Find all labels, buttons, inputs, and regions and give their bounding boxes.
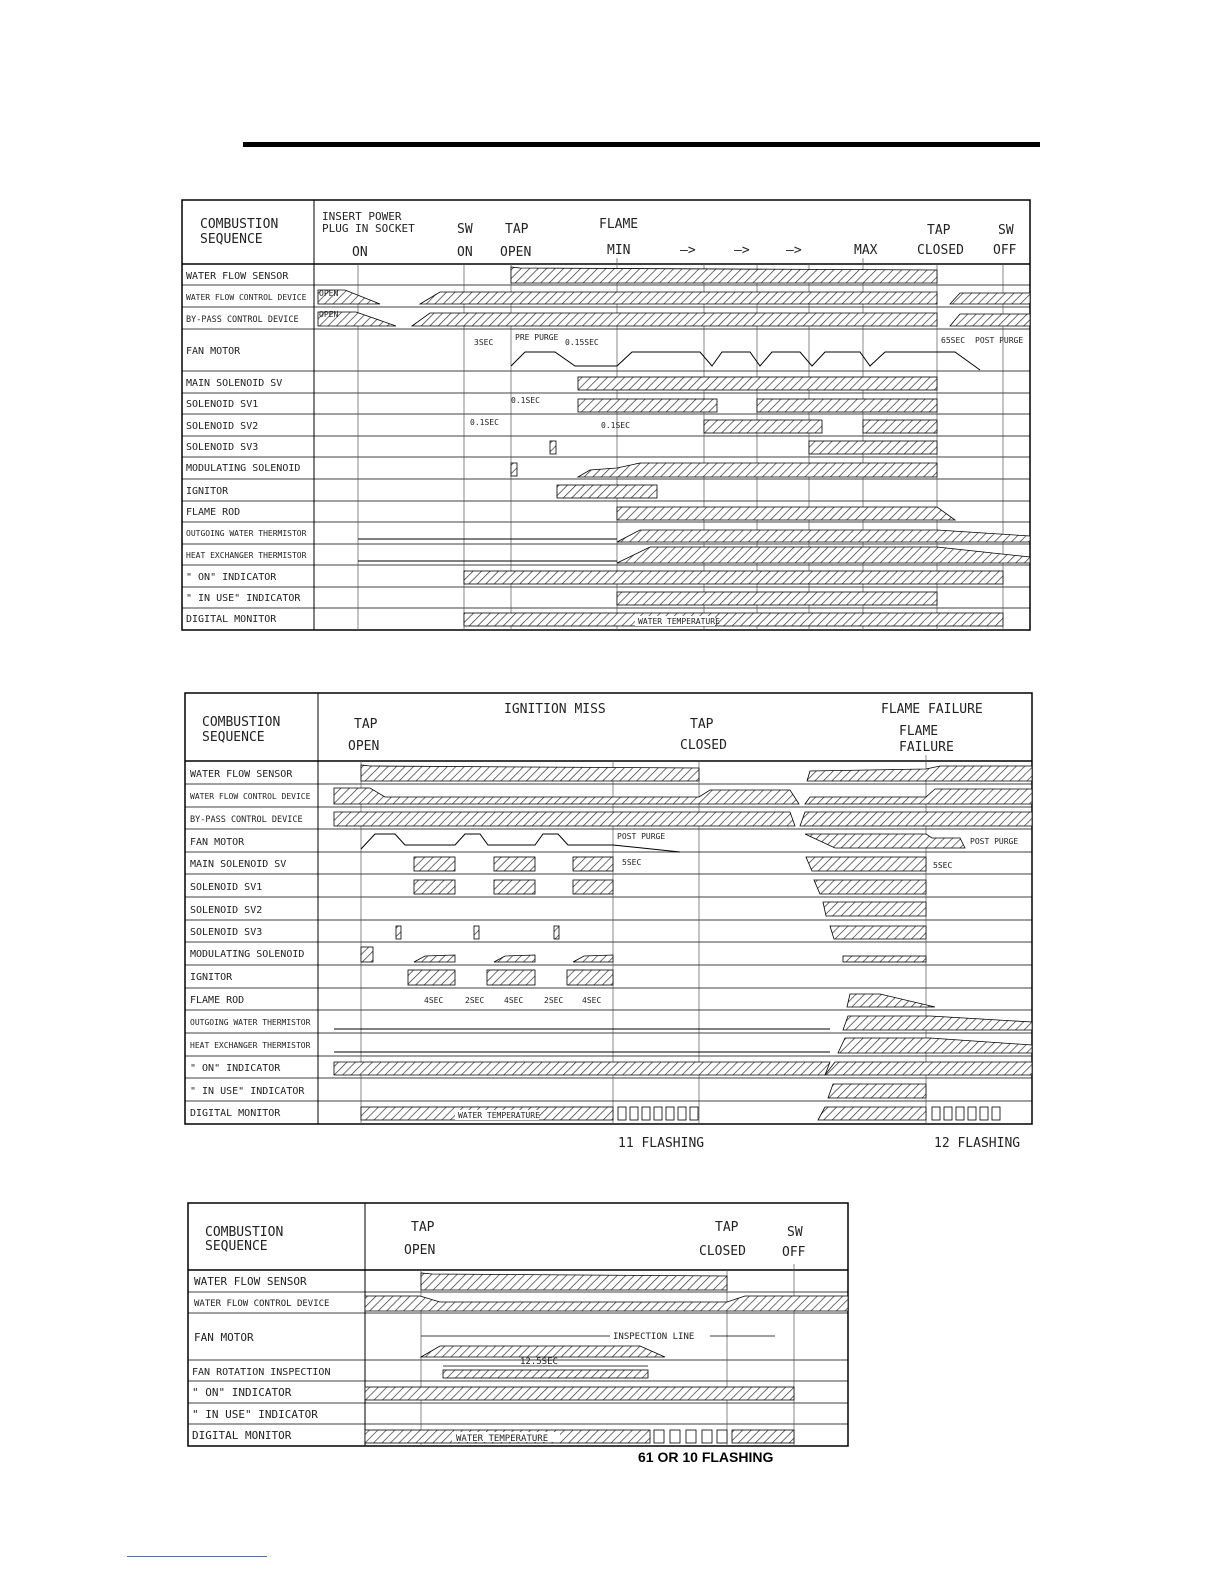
row-label: SOLENOID SV3	[186, 442, 259, 453]
signal-bar	[494, 857, 535, 871]
signal-bar	[806, 857, 926, 871]
signal-bar	[823, 902, 926, 916]
flash-digit	[992, 1107, 1000, 1120]
event-label: SW	[787, 1225, 803, 1240]
signal-bar	[805, 789, 1032, 804]
row-label: OUTGOING WATER THERMISTOR	[186, 529, 307, 538]
row-label: SOLENOID SV2	[186, 421, 259, 432]
event-label: ON	[352, 245, 368, 260]
signal-bar	[464, 613, 1003, 626]
signal-bar	[800, 812, 1032, 826]
signal-bar	[757, 399, 937, 412]
annotation: 12.5SEC	[520, 1357, 558, 1367]
row-label: IGNITOR	[190, 972, 233, 983]
annotation: 65SEC	[941, 336, 966, 345]
flash-digit	[678, 1107, 686, 1120]
annotation: 2SEC	[544, 996, 564, 1005]
row-label: HEAT EXCHANGER THERMISTOR	[190, 1041, 311, 1050]
row-label: HEAT EXCHANGER THERMISTOR	[186, 551, 307, 560]
annotation: 2SEC	[465, 996, 485, 1005]
signal-bar	[567, 970, 613, 985]
annotation: 3SEC	[474, 338, 494, 347]
event-label: TAP	[715, 1220, 739, 1235]
annotation: PRE PURGE	[515, 333, 559, 342]
signal-bar	[554, 926, 559, 939]
signal-bar	[818, 1107, 926, 1120]
signal-bar	[361, 765, 699, 781]
annotation: 0.1SEC	[511, 396, 540, 405]
signal-bar	[494, 955, 535, 962]
signal-bar	[414, 880, 455, 894]
flash-digit	[690, 1107, 698, 1120]
row-label: IGNITOR	[186, 486, 229, 497]
signal-bar	[809, 441, 937, 454]
event-label: CLOSED	[699, 1244, 746, 1259]
signal-bar	[814, 880, 926, 894]
row-label: " IN USE" INDICATOR	[192, 1408, 318, 1421]
row-label: " ON" INDICATOR	[186, 572, 277, 583]
event-label: SW	[998, 223, 1014, 238]
event-label: OPEN	[404, 1243, 436, 1258]
event-label: FLAME	[599, 217, 639, 232]
signal-bar	[396, 926, 401, 939]
signal-bar	[838, 1038, 1032, 1053]
signal-bar	[825, 1062, 1032, 1075]
arrow-icon: —>	[786, 243, 802, 258]
flash-digit	[630, 1107, 638, 1120]
flash-digit	[654, 1430, 664, 1443]
flash-digit	[944, 1107, 952, 1120]
signal-bar	[950, 314, 1030, 326]
event-label: INSERT POWER	[322, 210, 402, 223]
signal-bar	[704, 420, 822, 433]
signal-bar	[573, 880, 613, 894]
annotation: 5SEC	[622, 858, 642, 867]
row-label: SOLENOID SV3	[190, 927, 263, 938]
signal-bar	[464, 571, 1003, 584]
signal-bar	[420, 292, 937, 304]
signal-bar	[617, 547, 1030, 563]
annotation: INSPECTION LINE	[613, 1332, 695, 1342]
row-label: WATER FLOW SENSOR	[194, 1275, 307, 1288]
header-line-2: SEQUENCE	[200, 232, 263, 247]
row-label: BY-PASS CONTROL DEVICE	[186, 315, 299, 325]
row-label: " ON" INDICATOR	[190, 1063, 281, 1074]
row-label: DIGITAL MONITOR	[186, 614, 277, 625]
signal-bar	[830, 926, 926, 939]
header-line-2: SEQUENCE	[205, 1239, 268, 1254]
signal-bar	[950, 293, 1030, 304]
row-label: WATER FLOW CONTROL DEVICE	[190, 792, 311, 801]
footnote: 12 FLASHING	[934, 1136, 1021, 1151]
arrow-icon: —>	[734, 243, 750, 258]
signal-bar	[474, 926, 479, 939]
event-label: CLOSED	[917, 243, 964, 258]
header-line-2: SEQUENCE	[202, 730, 265, 745]
annotation: 4SEC	[582, 996, 602, 1005]
row-label: " ON" INDICATOR	[192, 1386, 292, 1399]
event-label: TAP	[690, 717, 714, 732]
row-label: SOLENOID SV1	[190, 882, 263, 893]
diagram-fan-rotation-inspection	[188, 1203, 848, 1465]
signal-bar	[573, 955, 613, 962]
signal-bar	[573, 857, 613, 871]
signal-bar	[843, 1016, 1032, 1030]
signal-bar	[843, 956, 926, 962]
arrow-icon: —>	[680, 243, 696, 258]
event-label: MIN	[607, 243, 631, 258]
event-label: CLOSED	[680, 738, 727, 753]
event-label: OFF	[782, 1245, 806, 1260]
annotation: 0.15SEC	[565, 338, 599, 347]
diagram-normal-operation	[182, 200, 1030, 630]
flash-digit	[956, 1107, 964, 1120]
row-label: MODULATING SOLENOID	[190, 949, 305, 960]
event-label: FAILURE	[899, 740, 954, 755]
annotation: 4SEC	[504, 996, 524, 1005]
flash-digit	[980, 1107, 988, 1120]
row-label: MAIN SOLENOID SV	[190, 859, 287, 870]
header-line-1: COMBUSTION	[200, 217, 279, 232]
row-label: BY-PASS CONTROL DEVICE	[190, 815, 303, 825]
signal-bar	[414, 955, 455, 962]
row-label: MODULATING SOLENOID	[186, 463, 301, 474]
event-label: PLUG IN SOCKET	[322, 222, 415, 235]
flash-digit	[618, 1107, 626, 1120]
annotation: 0.1SEC	[470, 418, 499, 427]
event-label: OPEN	[348, 739, 380, 754]
event-label: ON	[457, 245, 473, 260]
row-label: FAN MOTOR	[186, 346, 241, 357]
row-label: FLAME ROD	[186, 507, 241, 518]
annotation: 5SEC	[933, 861, 953, 870]
row-label: FAN ROTATION INSPECTION	[192, 1367, 331, 1378]
signal-bar	[421, 1346, 665, 1357]
signal-bar	[334, 788, 799, 804]
row-label: SOLENOID SV1	[186, 399, 259, 410]
fan-motor-trace	[511, 352, 980, 370]
annotation: POST PURGE	[617, 832, 666, 841]
signal-bar	[365, 1387, 794, 1400]
event-label: FLAME	[899, 724, 939, 739]
row-label: WATER FLOW SENSOR	[190, 769, 293, 780]
event-label: SW	[457, 222, 473, 237]
signal-bar	[511, 463, 517, 476]
signal-bar	[361, 947, 373, 962]
event-label: TAP	[354, 717, 378, 732]
footer-link-rule	[127, 1556, 267, 1557]
signal-bar	[487, 970, 535, 985]
signal-bar	[557, 485, 657, 498]
flash-digit	[642, 1107, 650, 1120]
signal-bar	[334, 812, 795, 826]
row-label: MAIN SOLENOID SV	[186, 378, 283, 389]
flash-digit	[686, 1430, 696, 1443]
signal-bar	[334, 1062, 830, 1075]
row-label: WATER FLOW CONTROL DEVICE	[194, 1299, 330, 1309]
signal-bar	[807, 766, 1032, 781]
signal-bar	[578, 377, 937, 390]
flash-digit	[717, 1430, 727, 1443]
signal-bar	[578, 463, 937, 477]
signal-bar	[511, 267, 937, 283]
signal-bar	[578, 399, 717, 412]
signal-bar	[617, 592, 937, 605]
annotation: WATER TEMPERATURE	[458, 1111, 540, 1120]
annotation: WATER TEMPERATURE	[638, 617, 720, 626]
event-label: TAP	[411, 1220, 435, 1235]
row-label: FAN MOTOR	[194, 1331, 254, 1344]
annotation: POST PURGE	[975, 336, 1024, 345]
event-label: TAP	[927, 223, 951, 238]
signal-bar	[863, 420, 937, 433]
row-label: SOLENOID SV2	[190, 905, 263, 916]
row-label: " IN USE" INDICATOR	[186, 593, 301, 604]
signal-bar	[412, 313, 937, 326]
row-label: WATER FLOW SENSOR	[186, 271, 289, 282]
signal-bar	[494, 880, 535, 894]
signal-bar	[408, 970, 455, 985]
event-label: OPEN	[500, 245, 532, 260]
signal-bar	[365, 1296, 848, 1311]
event-label: TAP	[505, 222, 529, 237]
signal-bar	[617, 530, 1030, 542]
flash-digit	[702, 1430, 712, 1443]
row-label: FAN MOTOR	[190, 837, 245, 848]
signal-bar	[617, 507, 955, 520]
header-line-1: COMBUSTION	[205, 1225, 284, 1240]
annotation: OPEN	[319, 289, 339, 298]
event-label: FLAME FAILURE	[881, 702, 983, 717]
row-label: DIGITAL MONITOR	[192, 1429, 292, 1442]
row-label: FLAME ROD	[190, 995, 245, 1006]
annotation: 0.1SEC	[601, 421, 630, 430]
signal-bar	[805, 834, 965, 848]
flash-digit	[666, 1107, 674, 1120]
annotation: 4SEC	[424, 996, 444, 1005]
signal-bar	[828, 1084, 926, 1098]
annotation: WATER TEMPERATURE	[456, 1434, 549, 1444]
flash-digit	[968, 1107, 976, 1120]
annotation: OPEN	[319, 310, 339, 319]
signal-bar	[550, 441, 556, 454]
footnote: 61 OR 10 FLASHING	[638, 1449, 774, 1465]
signal-bar	[421, 1273, 727, 1290]
signal-bar	[443, 1370, 648, 1378]
footnote: 11 FLASHING	[618, 1136, 705, 1151]
header-line-1: COMBUSTION	[202, 715, 281, 730]
flash-digit	[932, 1107, 940, 1120]
row-label: " IN USE" INDICATOR	[190, 1086, 305, 1097]
row-label: OUTGOING WATER THERMISTOR	[190, 1018, 311, 1027]
row-label: WATER FLOW CONTROL DEVICE	[186, 293, 307, 302]
row-label: DIGITAL MONITOR	[190, 1108, 281, 1119]
flash-digit	[654, 1107, 662, 1120]
signal-bar	[847, 994, 935, 1007]
flash-digit	[670, 1430, 680, 1443]
event-label: IGNITION MISS	[504, 702, 606, 717]
event-label: OFF	[993, 243, 1017, 258]
signal-bar	[732, 1430, 794, 1443]
event-label: MAX	[854, 243, 878, 258]
signal-bar	[414, 857, 455, 871]
diagram-ignition-miss-flame-failure	[185, 693, 1032, 1151]
annotation: POST PURGE	[970, 837, 1019, 846]
